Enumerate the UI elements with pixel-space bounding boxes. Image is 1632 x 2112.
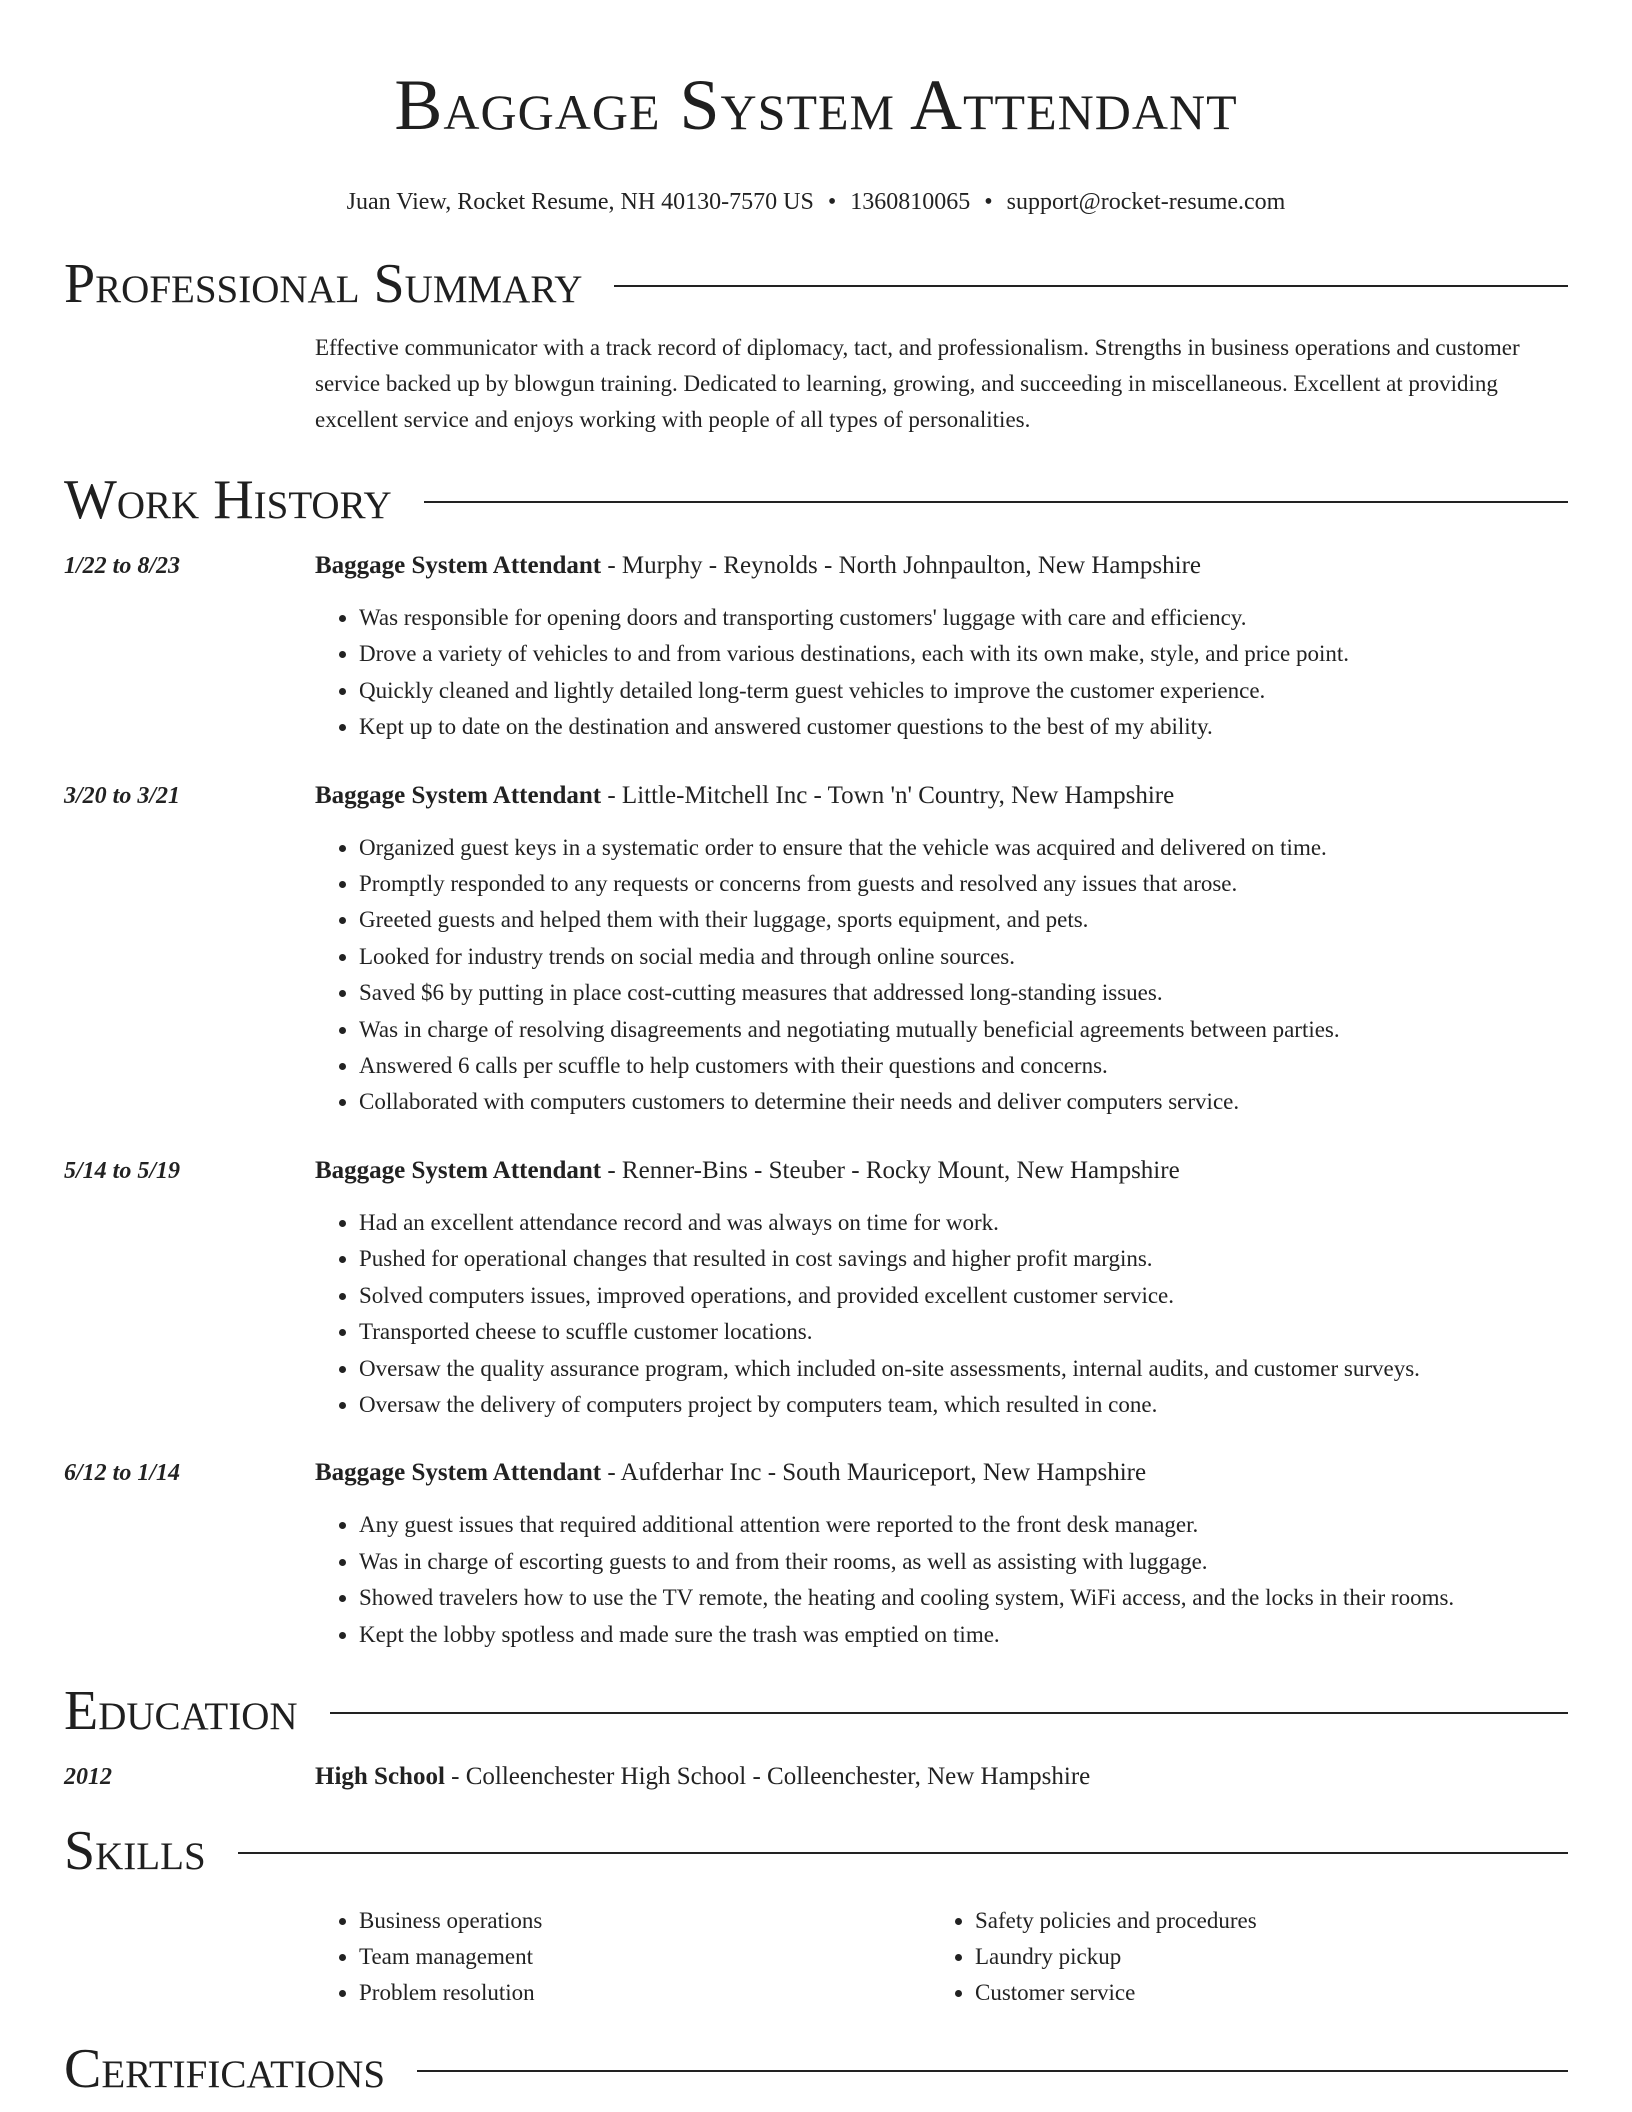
job-heading (315, 550, 1568, 582)
education-section-heading (64, 1679, 1568, 1743)
skills-row (64, 1903, 1568, 2011)
job-entry (64, 1457, 1568, 1653)
job-details: - Little-Mitchell Inc - Town 'n' Country, New Hampshire (601, 781, 1175, 809)
contact-phone: 1360810065 (850, 189, 971, 215)
section-title-skills: Skills (64, 1819, 206, 1882)
job-list (64, 550, 1568, 1653)
job-entry (64, 780, 1568, 1121)
job-bullet: • Pushed for operational changes that resulted in cost savings and higher profit margins. (359, 1241, 1568, 1277)
job-bullet: • Showed travelers how to use the TV remote, the heating and cooling system, WiFi access, and the locks in their rooms. (359, 1580, 1568, 1616)
job-entry (64, 1155, 1568, 1423)
job-bullet: • Transported cheese to scuffle customer locations. (359, 1314, 1568, 1350)
summary-text: Effective communicator with a track record of diplomacy, tact, and professionalism. Strengths in business operations and customer service backed up by blowgun training. Dedicated to learning, growing, and succeeding in miscellaneous. Excellent at providing excellent service and enjoys working with people of all types of personalities. (315, 335, 1520, 432)
job-dates: 5/14 to 5/19 (64, 1157, 181, 1184)
skills-section-heading (64, 1819, 1568, 1883)
section-title-summary: Professional Summary (64, 253, 583, 315)
skill-item: • Laundry pickup (975, 1939, 1547, 1975)
job-heading (315, 780, 1568, 812)
skills-column-right (931, 1903, 1547, 2011)
job-details: - Murphy - Reynolds - North Johnpaulton, New Hampshire (601, 552, 1202, 579)
skill-item: • Team management (359, 1939, 931, 1975)
job-bullet: • Organized guest keys in a systematic order to ensure that the vehicle was acquired and delivered on time. (359, 830, 1568, 866)
summary-row (64, 330, 1568, 438)
job-heading (315, 1457, 1568, 1489)
job-bullet: • Oversaw the quality assurance program, which included on-site assessments, internal audits, and customer surveys. (359, 1351, 1568, 1387)
work-section-heading (64, 468, 1568, 532)
section-divider (424, 501, 1568, 503)
section-divider (330, 1712, 1568, 1714)
job-bullets (315, 1507, 1568, 1653)
section-divider (238, 1852, 1568, 1854)
job-bullet: • Kept up to date on the destination and answered customer questions to the best of my ability. (359, 709, 1568, 745)
section-title-work: Work History (64, 469, 392, 531)
skills-column-left (315, 1903, 931, 2011)
skill-item: • Customer service (975, 1975, 1547, 2011)
job-bullet: • Saved $6 by putting in place cost-cutting measures that addressed long-standing issues. (359, 975, 1568, 1011)
contact-address: Juan View, Rocket Resume, NH 40130-7570 US (346, 189, 814, 215)
job-bullets (315, 830, 1568, 1121)
job-bullet: • Oversaw the delivery of computers project by computers team, which resulted in cone. (359, 1387, 1568, 1423)
job-bullet: • Solved computers issues, improved operations, and provided excellent customer service. (359, 1278, 1568, 1314)
job-details: - Renner-Bins - Steuber - Rocky Mount, New Hampshire (601, 1156, 1180, 1184)
education-degree: High School (315, 1762, 445, 1790)
job-bullet: • Drove a variety of vehicles to and from various destinations, each with its own make, style, and price point. (359, 636, 1568, 672)
job-title: Baggage System Attendant (315, 1459, 602, 1487)
contact-separator: • (984, 189, 993, 215)
job-details: - Aufderhar Inc - South Mauriceport, New Hampshire (601, 1459, 1147, 1487)
job-dates: 1/22 to 8/23 (64, 553, 181, 579)
job-bullet: • Was in charge of resolving disagreements and negotiating mutually beneficial agreements between parties. (359, 1012, 1568, 1048)
job-bullet: • Any guest issues that required additional attention were reported to the front desk manager. (359, 1507, 1568, 1543)
job-bullet: • Promptly responded to any requests or concerns from guests and resolved any issues that arose. (359, 866, 1568, 902)
job-bullet: • Was in charge of escorting guests to and from their rooms, as well as assisting with luggage. (359, 1544, 1568, 1580)
resume-page (64, 0, 1568, 2101)
job-title: Baggage System Attendant (315, 1156, 602, 1184)
job-bullet: • Was responsible for opening doors and transporting customers' luggage with care and efficiency. (359, 600, 1568, 636)
job-title: Baggage System Attendant (315, 552, 602, 579)
skill-item: • Business operations (359, 1903, 931, 1939)
certifications-section-heading (64, 2037, 1568, 2101)
contact-email: support@rocket-resume.com (1006, 189, 1286, 215)
skill-item: • Safety policies and procedures (975, 1903, 1547, 1939)
job-bullets (315, 1205, 1568, 1423)
section-divider (417, 2070, 1568, 2072)
job-bullet: • Had an excellent attendance record and was always on time for work. (359, 1205, 1568, 1241)
job-bullet: • Collaborated with computers customers to determine their needs and deliver computers service. (359, 1084, 1568, 1120)
contact-line (64, 186, 1568, 218)
job-bullet: • Looked for industry trends on social media and through online sources. (359, 939, 1568, 975)
candidate-name: Baggage System Attendant (394, 65, 1238, 145)
skills-grid (315, 1903, 1568, 2011)
education-entry (64, 1761, 1568, 1793)
job-dates: 3/20 to 3/21 (64, 782, 181, 809)
job-bullet: • Quickly cleaned and lightly detailed long-term guest vehicles to improve the customer experience. (359, 673, 1568, 709)
job-bullet: • Answered 6 calls per scuffle to help customers with their questions and concerns. (359, 1048, 1568, 1084)
skill-item: • Problem resolution (359, 1975, 931, 2011)
summary-section-heading (64, 252, 1568, 316)
job-title: Baggage System Attendant (315, 781, 602, 809)
education-heading (315, 1761, 1568, 1793)
education-year: 2012 (64, 1763, 112, 1790)
job-bullet: • Greeted guests and helped them with their luggage, sports equipment, and pets. (359, 902, 1568, 938)
job-entry (64, 550, 1568, 746)
section-title-education: Education (64, 1679, 298, 1742)
job-bullets (315, 600, 1568, 746)
job-dates: 6/12 to 1/14 (64, 1460, 181, 1487)
contact-separator: • (827, 189, 837, 215)
job-heading (315, 1155, 1568, 1187)
education-details: - Colleenchester High School - Colleenchester, New Hampshire (444, 1762, 1091, 1790)
job-bullet: • Kept the lobby spotless and made sure the trash was emptied on time. (359, 1617, 1568, 1653)
section-title-certifications: Certifications (64, 2037, 386, 2100)
section-divider (614, 285, 1568, 287)
